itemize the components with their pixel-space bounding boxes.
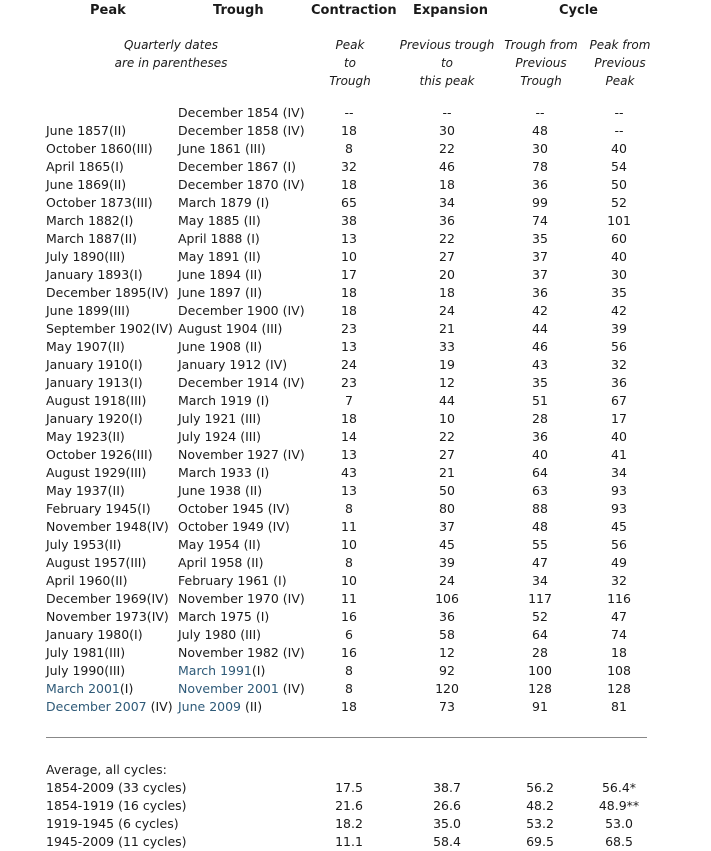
row-peak[interactable] <box>46 681 133 696</box>
row-cycle-peak: 34 <box>611 465 627 480</box>
row-cycle-peak: 42 <box>611 303 627 318</box>
row-cycle-trough: 35 <box>532 231 548 246</box>
row-trough: November 1927 (IV) <box>178 447 305 462</box>
row-cycle-peak: 93 <box>611 501 627 516</box>
row-trough: June 1897 (II) <box>178 285 263 300</box>
row-trough[interactable] <box>178 681 305 696</box>
row-peak: June 1869(II) <box>46 177 127 192</box>
row-cycle-peak: 47 <box>611 609 627 624</box>
row-cycle-trough: 117 <box>528 591 552 606</box>
row-trough: December 1854 (IV) <box>178 105 305 120</box>
row-cycle-peak: 40 <box>611 249 627 264</box>
row-contraction: 16 <box>341 645 357 660</box>
row-peak: October 1873(III) <box>46 195 153 210</box>
avg-cycle-trough: 53.2 <box>526 816 554 831</box>
row-expansion: 120 <box>435 681 459 696</box>
row-expansion: 18 <box>439 177 455 192</box>
row-expansion: 46 <box>439 159 455 174</box>
row-cycle-trough: 55 <box>532 537 548 552</box>
row-contraction: 18 <box>341 177 357 192</box>
row-cycle-trough: 64 <box>532 627 548 642</box>
row-trough: February 1961 (I) <box>178 573 287 588</box>
row-cycle-peak: 39 <box>611 321 627 336</box>
row-trough: May 1954 (II) <box>178 537 261 552</box>
row-expansion: 21 <box>439 465 455 480</box>
row-contraction: 8 <box>345 681 353 696</box>
row-peak: April 1865(I) <box>46 159 124 174</box>
row-contraction: 38 <box>341 213 357 228</box>
row-trough: July 1980 (III) <box>178 627 262 642</box>
row-contraction: 65 <box>341 195 357 210</box>
row-cycle-trough: 88 <box>532 501 548 516</box>
row-cycle-peak: 32 <box>611 573 627 588</box>
row-peak: July 1953(II) <box>46 537 122 552</box>
row-expansion: 80 <box>439 501 455 516</box>
row-peak-quarter: (IV) <box>146 699 173 714</box>
row-expansion: -- <box>442 105 452 120</box>
row-contraction: 18 <box>341 123 357 138</box>
row-contraction: 8 <box>345 555 353 570</box>
header-peak: Peak <box>90 3 126 18</box>
row-peak-link[interactable]: December 2007 <box>46 699 147 714</box>
row-trough: October 1949 (IV) <box>178 519 290 534</box>
avg-expansion: 26.6 <box>433 798 461 813</box>
row-expansion: 20 <box>439 267 455 282</box>
avg-cycle-peak: 53.0 <box>605 816 633 831</box>
row-peak[interactable] <box>46 699 173 714</box>
row-expansion: 36 <box>439 609 455 624</box>
avg-cycle-trough: 69.5 <box>526 834 554 849</box>
row-cycle-peak: 41 <box>611 447 627 462</box>
row-peak: July 1990(III) <box>46 663 126 678</box>
row-peak: March 1887(II) <box>46 231 138 246</box>
row-expansion: 36 <box>439 213 455 228</box>
row-cycle-peak: 40 <box>611 429 627 444</box>
row-peak: June 1857(II) <box>46 123 127 138</box>
row-trough: June 1938 (II) <box>178 483 263 498</box>
subheader-cycle-peak: Peak from Previous Peak <box>589 38 651 88</box>
row-cycle-trough: 48 <box>532 123 548 138</box>
avg-expansion: 38.7 <box>433 780 461 795</box>
row-peak: August 1957(III) <box>46 555 147 570</box>
row-cycle-peak: -- <box>614 105 624 120</box>
row-cycle-trough: 128 <box>528 681 552 696</box>
row-cycle-trough: -- <box>535 105 545 120</box>
row-expansion: 30 <box>439 123 455 138</box>
row-expansion: 27 <box>439 249 455 264</box>
row-trough: July 1924 (III) <box>178 429 262 444</box>
row-trough: June 1861 (III) <box>178 141 266 156</box>
avg-expansion: 58.4 <box>433 834 461 849</box>
row-contraction: 16 <box>341 609 357 624</box>
row-expansion: 50 <box>439 483 455 498</box>
avg-cycle-peak: 56.4* <box>601 780 637 795</box>
row-expansion: 12 <box>439 645 455 660</box>
row-trough: April 1888 (I) <box>178 231 260 246</box>
row-expansion: 27 <box>439 447 455 462</box>
row-trough[interactable] <box>178 699 262 714</box>
row-contraction: -- <box>344 105 354 120</box>
row-trough: March 1975 (I) <box>178 609 270 624</box>
row-peak: May 1937(II) <box>46 483 125 498</box>
row-trough-link[interactable]: June 2009 <box>178 699 242 714</box>
row-expansion: 92 <box>439 663 455 678</box>
row-cycle-peak: 30 <box>611 267 627 282</box>
row-cycle-trough: 42 <box>532 303 548 318</box>
row-cycle-peak: 35 <box>611 285 627 300</box>
header-cycle: Cycle <box>559 3 598 18</box>
row-cycle-peak: 17 <box>611 411 627 426</box>
row-trough: June 1894 (II) <box>178 267 263 282</box>
row-peak: August 1918(III) <box>46 393 147 408</box>
row-trough: December 1867 (I) <box>178 159 297 174</box>
row-contraction: 13 <box>341 447 357 462</box>
row-cycle-peak: 128 <box>607 681 631 696</box>
header-expansion: Expansion <box>413 3 488 18</box>
subheader-cycle-trough: Trough from Previous Trough <box>504 38 578 88</box>
row-expansion: 106 <box>435 591 459 606</box>
row-expansion: 18 <box>439 285 455 300</box>
row-expansion: 22 <box>439 429 455 444</box>
divider <box>46 737 647 738</box>
row-cycle-trough: 100 <box>528 663 552 678</box>
row-cycle-peak: 93 <box>611 483 627 498</box>
row-expansion: 21 <box>439 321 455 336</box>
row-contraction: 7 <box>345 393 353 408</box>
row-trough: October 1945 (IV) <box>178 501 290 516</box>
row-cycle-peak: 108 <box>607 663 631 678</box>
avg-cycle-peak: 48.9** <box>598 798 640 813</box>
row-cycle-trough: 43 <box>532 357 548 372</box>
avg-contraction: 11.1 <box>335 834 363 849</box>
row-cycle-trough: 40 <box>532 447 548 462</box>
row-cycle-trough: 35 <box>532 375 548 390</box>
averages-title: Average, all cycles: <box>46 762 167 777</box>
row-cycle-trough: 30 <box>532 141 548 156</box>
avg-cycle-peak: 68.5 <box>605 834 633 849</box>
row-cycle-trough: 51 <box>532 393 548 408</box>
row-peak: February 1945(I) <box>46 501 151 516</box>
row-expansion: 22 <box>439 141 455 156</box>
row-expansion: 33 <box>439 339 455 354</box>
row-peak: March 1882(I) <box>46 213 134 228</box>
avg-label: 1945-2009 (11 cycles) <box>46 834 187 849</box>
row-trough: November 1970 (IV) <box>178 591 305 606</box>
row-trough: January 1912 (IV) <box>178 357 288 372</box>
row-expansion: 37 <box>439 519 455 534</box>
row-cycle-peak: 40 <box>611 141 627 156</box>
row-contraction: 18 <box>341 303 357 318</box>
row-peak: September 1902(IV) <box>46 321 173 336</box>
row-trough-quarter: (IV) <box>278 681 305 696</box>
row-peak: January 1910(I) <box>46 357 143 372</box>
row-cycle-trough: 28 <box>532 411 548 426</box>
row-contraction: 13 <box>341 483 357 498</box>
row-contraction: 18 <box>341 285 357 300</box>
row-peak: January 1893(I) <box>46 267 143 282</box>
row-cycle-peak: 74 <box>611 627 627 642</box>
avg-cycle-trough: 48.2 <box>526 798 554 813</box>
row-peak: October 1860(III) <box>46 141 153 156</box>
row-cycle-trough: 74 <box>532 213 548 228</box>
row-contraction: 43 <box>341 465 357 480</box>
row-cycle-peak: 81 <box>611 699 627 714</box>
row-trough[interactable] <box>178 663 265 678</box>
row-trough: December 1870 (IV) <box>178 177 305 192</box>
row-cycle-trough: 34 <box>532 573 548 588</box>
row-contraction: 32 <box>341 159 357 174</box>
row-contraction: 8 <box>345 663 353 678</box>
row-contraction: 13 <box>341 339 357 354</box>
row-trough: March 1879 (I) <box>178 195 270 210</box>
row-trough: April 1958 (II) <box>178 555 264 570</box>
row-trough: December 1900 (IV) <box>178 303 305 318</box>
row-cycle-peak: 116 <box>607 591 631 606</box>
row-peak: July 1981(III) <box>46 645 126 660</box>
row-expansion: 10 <box>439 411 455 426</box>
avg-cycle-trough: 56.2 <box>526 780 554 795</box>
avg-contraction: 18.2 <box>335 816 363 831</box>
row-trough-quarter: (I) <box>251 663 266 678</box>
row-expansion: 34 <box>439 195 455 210</box>
subheader-contraction: Peak to Trough <box>329 38 371 88</box>
row-cycle-trough: 52 <box>532 609 548 624</box>
row-expansion: 73 <box>439 699 455 714</box>
row-contraction: 23 <box>341 321 357 336</box>
row-cycle-trough: 36 <box>532 285 548 300</box>
row-cycle-peak: 60 <box>611 231 627 246</box>
row-peak: December 1969(IV) <box>46 591 169 606</box>
avg-label: 1919-1945 (6 cycles) <box>46 816 179 831</box>
row-expansion: 24 <box>439 303 455 318</box>
row-peak: December 1895(IV) <box>46 285 169 300</box>
row-cycle-peak: 32 <box>611 357 627 372</box>
row-peak: November 1973(IV) <box>46 609 169 624</box>
row-peak-quarter: (I) <box>119 681 134 696</box>
row-cycle-peak: 56 <box>611 537 627 552</box>
row-cycle-peak: 67 <box>611 393 627 408</box>
row-cycle-peak: 52 <box>611 195 627 210</box>
row-trough-link[interactable]: March 1991 <box>178 663 252 678</box>
row-cycle-trough: 91 <box>532 699 548 714</box>
subheader-dates-note: Quarterly dates are in parentheses <box>114 38 228 70</box>
row-contraction: 23 <box>341 375 357 390</box>
row-cycle-trough: 37 <box>532 249 548 264</box>
row-trough: December 1858 (IV) <box>178 123 305 138</box>
subheader-expansion: Previous trough to this peak <box>399 38 495 88</box>
row-cycle-peak: 54 <box>611 159 627 174</box>
row-cycle-peak: 45 <box>611 519 627 534</box>
row-contraction: 11 <box>341 591 357 606</box>
row-cycle-trough: 37 <box>532 267 548 282</box>
row-cycle-trough: 63 <box>532 483 548 498</box>
row-peak: January 1920(I) <box>46 411 143 426</box>
row-peak: November 1948(IV) <box>46 519 169 534</box>
row-cycle-peak: 101 <box>607 213 631 228</box>
row-peak: January 1980(I) <box>46 627 143 642</box>
row-trough: August 1904 (III) <box>178 321 283 336</box>
row-trough: May 1891 (II) <box>178 249 261 264</box>
row-cycle-peak: 18 <box>611 645 627 660</box>
avg-label: 1854-2009 (33 cycles) <box>46 780 187 795</box>
row-cycle-trough: 99 <box>532 195 548 210</box>
row-contraction: 11 <box>341 519 357 534</box>
row-cycle-peak: 56 <box>611 339 627 354</box>
row-contraction: 18 <box>341 699 357 714</box>
row-trough: December 1914 (IV) <box>178 375 305 390</box>
row-contraction: 14 <box>341 429 357 444</box>
row-trough: June 1908 (II) <box>178 339 263 354</box>
row-peak: April 1960(II) <box>46 573 128 588</box>
row-expansion: 58 <box>439 627 455 642</box>
row-peak: August 1929(III) <box>46 465 147 480</box>
row-trough: November 1982 (IV) <box>178 645 305 660</box>
row-trough-link[interactable]: November 2001 <box>178 681 279 696</box>
row-contraction: 6 <box>345 627 353 642</box>
row-expansion: 45 <box>439 537 455 552</box>
row-expansion: 24 <box>439 573 455 588</box>
row-contraction: 8 <box>345 501 353 516</box>
row-expansion: 39 <box>439 555 455 570</box>
row-peak: May 1907(II) <box>46 339 125 354</box>
row-contraction: 17 <box>341 267 357 282</box>
row-cycle-peak: 49 <box>611 555 627 570</box>
row-peak: July 1890(III) <box>46 249 126 264</box>
row-trough-quarter: (II) <box>241 699 263 714</box>
row-peak: June 1899(III) <box>46 303 130 318</box>
row-contraction: 18 <box>341 411 357 426</box>
row-cycle-trough: 46 <box>532 339 548 354</box>
row-contraction: 8 <box>345 141 353 156</box>
row-peak: May 1923(II) <box>46 429 125 444</box>
avg-contraction: 17.5 <box>335 780 363 795</box>
row-contraction: 10 <box>341 249 357 264</box>
row-contraction: 13 <box>341 231 357 246</box>
row-cycle-trough: 28 <box>532 645 548 660</box>
row-cycle-trough: 36 <box>532 429 548 444</box>
header-contraction: Contraction <box>311 3 397 18</box>
row-expansion: 12 <box>439 375 455 390</box>
row-cycle-peak: -- <box>614 123 624 138</box>
row-peak-link[interactable]: March 2001 <box>46 681 120 696</box>
row-trough: July 1921 (III) <box>178 411 262 426</box>
row-peak: January 1913(I) <box>46 375 143 390</box>
row-cycle-peak: 36 <box>611 375 627 390</box>
row-cycle-trough: 44 <box>532 321 548 336</box>
row-trough: May 1885 (II) <box>178 213 261 228</box>
row-contraction: 24 <box>341 357 357 372</box>
row-cycle-trough: 64 <box>532 465 548 480</box>
row-contraction: 10 <box>341 537 357 552</box>
row-trough: March 1933 (I) <box>178 465 270 480</box>
row-expansion: 19 <box>439 357 455 372</box>
avg-contraction: 21.6 <box>335 798 363 813</box>
row-expansion: 44 <box>439 393 455 408</box>
avg-label: 1854-1919 (16 cycles) <box>46 798 187 813</box>
row-contraction: 10 <box>341 573 357 588</box>
row-cycle-trough: 36 <box>532 177 548 192</box>
header-trough: Trough <box>213 3 264 18</box>
row-cycle-trough: 78 <box>532 159 548 174</box>
row-cycle-peak: 50 <box>611 177 627 192</box>
row-expansion: 22 <box>439 231 455 246</box>
row-peak: October 1926(III) <box>46 447 153 462</box>
row-cycle-trough: 48 <box>532 519 548 534</box>
avg-expansion: 35.0 <box>433 816 461 831</box>
row-cycle-trough: 47 <box>532 555 548 570</box>
row-trough: March 1919 (I) <box>178 393 270 408</box>
